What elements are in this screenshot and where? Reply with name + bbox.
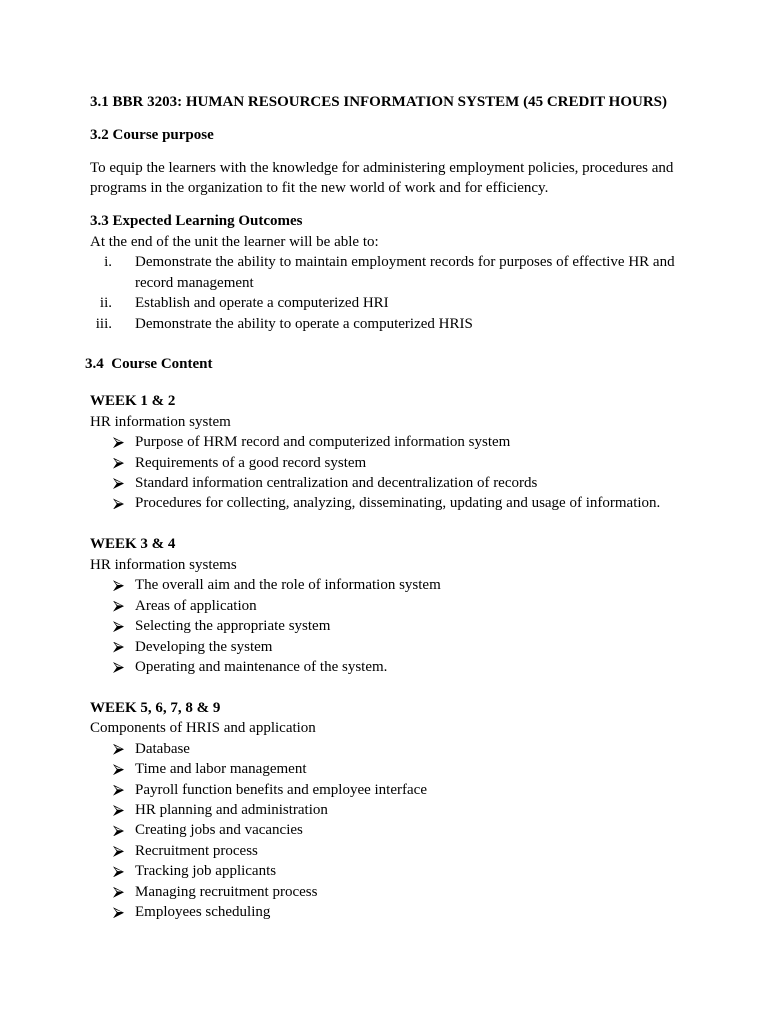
outcome-text: Demonstrate the ability to maintain employment records for purposes of effective HR and: [135, 254, 675, 271]
arrowhead-bullet-icon: [113, 580, 124, 591]
list-item: [0, 882, 768, 902]
list-item-text: Operating and maintenance of the system.: [135, 658, 388, 675]
list-item: [0, 453, 768, 473]
list-item-text: Creating jobs and vacancies: [135, 822, 303, 839]
list-item-text: Procedures for collecting, analyzing, disseminating, updating and usage of information.: [135, 495, 661, 512]
arrowhead-bullet-icon: [113, 866, 124, 877]
list-item: [0, 902, 768, 922]
outcome-item: [0, 314, 768, 334]
section-3-3-heading: 3.3 Expected Learning Outcomes: [90, 213, 303, 230]
list-item-text: Recruitment process: [135, 842, 258, 859]
list-item-text: Selecting the appropriate system: [135, 618, 331, 635]
list-item: [0, 861, 768, 881]
outcome-item: [0, 293, 768, 313]
arrowhead-bullet-icon: [113, 437, 124, 448]
list-item-text: Time and labor management: [135, 761, 307, 778]
list-item: [0, 800, 768, 820]
list-item: [0, 596, 768, 616]
arrowhead-bullet-icon: [113, 458, 124, 469]
list-item-text: Database: [135, 740, 190, 757]
week-1-2-topic: HR information system: [90, 413, 231, 430]
list-item: [0, 473, 768, 493]
outcome-text: Demonstrate the ability to operate a computerized HRIS: [135, 315, 473, 332]
course-purpose-line: To equip the learners with the knowledge for administering employment policies, procedures and: [90, 159, 674, 176]
arrowhead-bullet-icon: [113, 805, 124, 816]
list-item: [0, 616, 768, 636]
list-item-text: Standard information centralization and decentralization of records: [135, 475, 538, 492]
list-item-text: Employees scheduling: [135, 904, 271, 921]
list-item: [0, 841, 768, 861]
list-item-text: Payroll function benefits and employee interface: [135, 781, 427, 798]
section-3-1-heading: 3.1 BBR 3203: HUMAN RESOURCES INFORMATION SYSTEM (45 CREDIT HOURS): [90, 94, 667, 110]
list-item-text: Managing recruitment process: [135, 883, 318, 900]
week-5-9-topic: Components of HRIS and application: [90, 720, 316, 737]
week-1-2-title: WEEK 1 & 2: [90, 393, 176, 410]
list-item-text: Tracking job applicants: [135, 863, 277, 880]
arrowhead-bullet-icon: [113, 478, 124, 489]
list-item: [0, 432, 768, 452]
outcome-item: [0, 252, 768, 272]
list-item: [0, 759, 768, 779]
week-5-9-title: WEEK 5, 6, 7, 8 & 9: [90, 699, 221, 716]
arrowhead-bullet-icon: [113, 601, 124, 612]
list-item: [0, 493, 768, 513]
list-item: [0, 657, 768, 677]
list-item-text: The overall aim and the role of information system: [135, 577, 441, 594]
list-item: [0, 575, 768, 595]
arrowhead-bullet-icon: [113, 621, 124, 632]
list-item-text: Purpose of HRM record and computerized information system: [135, 434, 511, 451]
list-item: [0, 637, 768, 657]
week-3-4-title: WEEK 3 & 4: [90, 536, 176, 553]
list-item-text: HR planning and administration: [135, 802, 328, 819]
arrowhead-bullet-icon: [113, 662, 124, 673]
outcome-text: Establish and operate a computerized HRI: [135, 295, 389, 312]
section-3-2-heading: 3.2 Course purpose: [90, 126, 214, 143]
list-item: [0, 780, 768, 800]
outcome-numeral: i.: [104, 254, 112, 271]
arrowhead-bullet-icon: [113, 887, 124, 898]
arrowhead-bullet-icon: [113, 785, 124, 796]
arrowhead-bullet-icon: [113, 498, 124, 509]
arrowhead-bullet-icon: [113, 846, 124, 857]
outcomes-intro: At the end of the unit the learner will be able to:: [90, 233, 379, 250]
outcome-item-continuation: [0, 273, 768, 293]
course-purpose-line: programs in the organization to fit the new world of work and for efficiency.: [90, 180, 549, 197]
list-item-text: Areas of application: [135, 597, 257, 614]
outcome-text: record management: [135, 274, 254, 291]
arrowhead-bullet-icon: [113, 764, 124, 775]
outcome-numeral: iii.: [95, 315, 112, 332]
list-item-text: Developing the system: [135, 638, 273, 655]
arrowhead-bullet-icon: [113, 825, 124, 836]
arrowhead-bullet-icon: [113, 642, 124, 653]
section-3-4-heading: 3.4 Course Content: [85, 356, 213, 373]
arrowhead-bullet-icon: [113, 744, 124, 755]
arrowhead-bullet-icon: [113, 907, 124, 918]
list-item: [0, 820, 768, 840]
week-3-4-topic: HR information systems: [90, 556, 237, 573]
outcome-numeral: ii.: [99, 295, 112, 312]
list-item-text: Requirements of a good record system: [135, 454, 367, 471]
list-item: [0, 739, 768, 759]
